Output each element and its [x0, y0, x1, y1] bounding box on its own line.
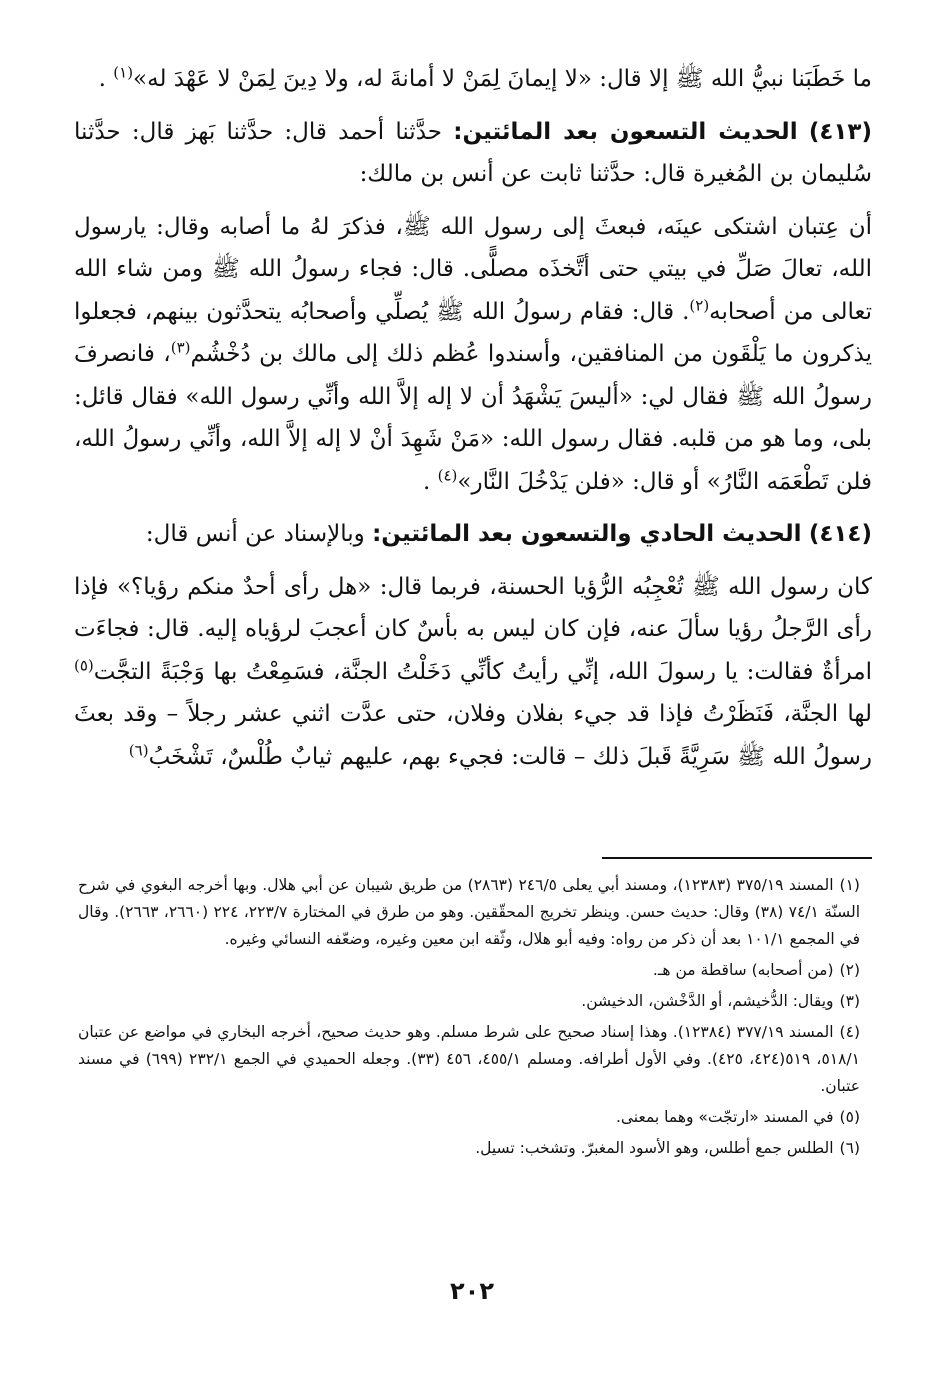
footnote-ref-6: (٦) — [128, 740, 149, 759]
hadith-413-part-3: ، فانصرفَ رسولُ الله ﷺ فقال لي: «أليسَ يَشْهَدُ أن لا إله إلاَّ الله وأنِّي رسول الله» فقال قائل: بلى، وما هو من قلبه. فقال رسول الله: «مَنْ شَهِدَ أنْ لا إله إلاَّ الله، وأنِّي رسولُ الله، فلن تَطْعَمَه النَّارُ» أو قال: «فلن يَدْخُلَ النَّار» — [74, 341, 872, 495]
continuation-paragraph — [74, 58, 872, 101]
footnote-3-text: ويقال: الدُّخيشم، أو الدَّخْشن، الدخيشن. — [581, 992, 834, 1010]
page-number: ٢٠٢ — [450, 1277, 494, 1305]
footnote-ref-1: (١) — [113, 63, 134, 82]
footnote-divider — [602, 857, 872, 859]
footnotes — [78, 872, 860, 1166]
hadith-413-heading-paragraph — [74, 111, 872, 196]
hadith-413-end: . — [422, 468, 431, 495]
footnote-2-mark: (٢) — [839, 961, 860, 979]
footnote-ref-3: (٣) — [170, 338, 191, 357]
footnote-1-mark: (١) — [839, 876, 860, 894]
footnote-6-mark: (٦) — [839, 1139, 860, 1157]
hadith-413-part-2: . قال: فقام رسولُ الله ﷺ يُصلِّي وأصحابُه يتحدَّثون بينهم، فجعلوا يذكرون ما يَلْقَون من المنافقين، وأسندوا عُظم ذلك إلى مالك بن دُخْشُم — [74, 298, 872, 367]
hadith-414-part-2: لها الجنَّة، فَنَظَرْتُ فإذا قد جيء بفلان وفلان، حتى عدَّت اثني عشر رجلاً – وقد بعثَ رسولُ الله ﷺ سَرِيَّةً قَبلَ ذلك – قالت: فجيء بهم، عليهم ثيابٌ طُلْسٌ، تَشْخَبُ — [74, 701, 872, 770]
hadith-414-heading-paragraph — [74, 513, 872, 556]
footnote-3-mark: (٣) — [839, 992, 860, 1010]
hadith-414-number: (٤١٤) — [808, 521, 872, 547]
footnote-5 — [78, 1104, 860, 1131]
footnote-4-mark: (٤) — [839, 1023, 860, 1041]
continuation-text: ما خَطَبَنا نبيُّ الله ﷺ إلا قال: «لا إيمانَ لِمَنْ لا أمانةَ له، ولا دِينَ لِمَنْ لا عَهْدَ له» — [133, 66, 872, 92]
footnote-ref-4: (٤) — [437, 465, 458, 484]
footnote-5-mark: (٥) — [839, 1108, 860, 1126]
footnote-4-text: المسند ٣٧٧/١٩ (١٢٣٨٤). وهذا إسناد صحيح على شرط مسلم. وهو حديث صحيح، أخرجه البخاري في مواضع عن عتبان ٥١٨/١، ٥١٩(٤٢٤، ٤٢٥). وفي الأول أطرافه. ومسلم ٤٥٥/١، ٤٥٦ (٣٣). وجعله الحميدي في الجمع ٢٣٢/١ (٦٩٩) في مسند عتبان. — [78, 1023, 860, 1095]
hadith-413-number: (٤١٣) — [808, 118, 872, 145]
footnote-4 — [78, 1019, 860, 1100]
hadith-414-title: الحديث الحادي والتسعون بعد المائتين: — [372, 521, 802, 547]
hadith-414-text — [74, 566, 872, 779]
footnote-ref-5: (٥) — [74, 655, 94, 674]
footnote-1 — [78, 872, 860, 953]
continuation-end: . — [98, 66, 106, 92]
footnote-5-text: في المسند «ارتجّت» وهما بمعنى. — [615, 1108, 834, 1126]
footnote-6-text: الطلس جمع أطلس، وهو الأسود المغبرّ. وتشخب: تسيل. — [475, 1139, 834, 1157]
hadith-413-title: الحديث التسعون بعد المائتين: — [453, 118, 798, 145]
footnote-2-text: (من أصحابه) ساقطة من هـ. — [652, 961, 834, 979]
hadith-413-part-1: أن عِتبان اشتكى عينَه، فبعثَ إلى رسول الله ﷺ، فذكرَ لهُ ما أصابه وقال: يارسول الله، تعالَ صَلِّ في بيتي حتى أتَّخذَه مصلًّى. قال: فجاء رسولُ الله ﷺ ومن شاء الله تعالى من أصحابه — [74, 213, 872, 325]
main-text — [74, 58, 872, 788]
footnote-6 — [78, 1135, 860, 1162]
footnote-ref-2: (٢) — [689, 295, 710, 314]
hadith-414-part-1: كان رسول الله ﷺ تُعْجِبُه الرُّؤيا الحسنة، فربما قال: «هل رأى أحدٌ منكم رؤيا؟» فإذا رأى الرَّجلُ رؤيا سألَ عنه، فإن كان ليس به بأسٌ كان أعجبَ لرؤياه إليه. قال: فجاءَت امرأةٌ فقالت: يا رسولَ الله، إنِّي رأيتُ كأنِّي دَخَلْتُ الجنَّة، فسَمِعْتُ بها وَجْبَةً التجَّت — [74, 573, 872, 685]
footnote-1-text: المسند ٣٧٥/١٩ (١٢٣٨٣)، ومسند أبي يعلى ٢٤٦/٥ (٢٨٦٣) من طريق شيبان عن أبي هلال. وبها أخرجه البغوي في شرح السنّة ٧٤/١ (٣٨) وقال: حديث حسن. وينظر تخريج المحقّقين. وهو من طرق في المختارة ٢٢٣/٧، ٢٢٤ (٢٦٦٠، ٢٦٦٣). وقال في المجمع ١٠١/١ بعد أن ذكر من رواه: وفيه أبو هلال، وثّقه ابن معين وغيره، وضعّفه النسائي وغيره. — [78, 876, 860, 948]
hadith-413-isnad: حدَّثنا أحمد قال: حدَّثنا بَهز قال: حدَّثنا سُليمان بن المُغيرة قال: حدَّثنا ثابت عن أنس بن مالك: — [74, 118, 872, 187]
footnote-3 — [78, 988, 860, 1015]
hadith-414-isnad: وبالإسناد عن أنس قال: — [145, 521, 365, 547]
footnote-2 — [78, 957, 860, 984]
hadith-413-text — [74, 206, 872, 504]
